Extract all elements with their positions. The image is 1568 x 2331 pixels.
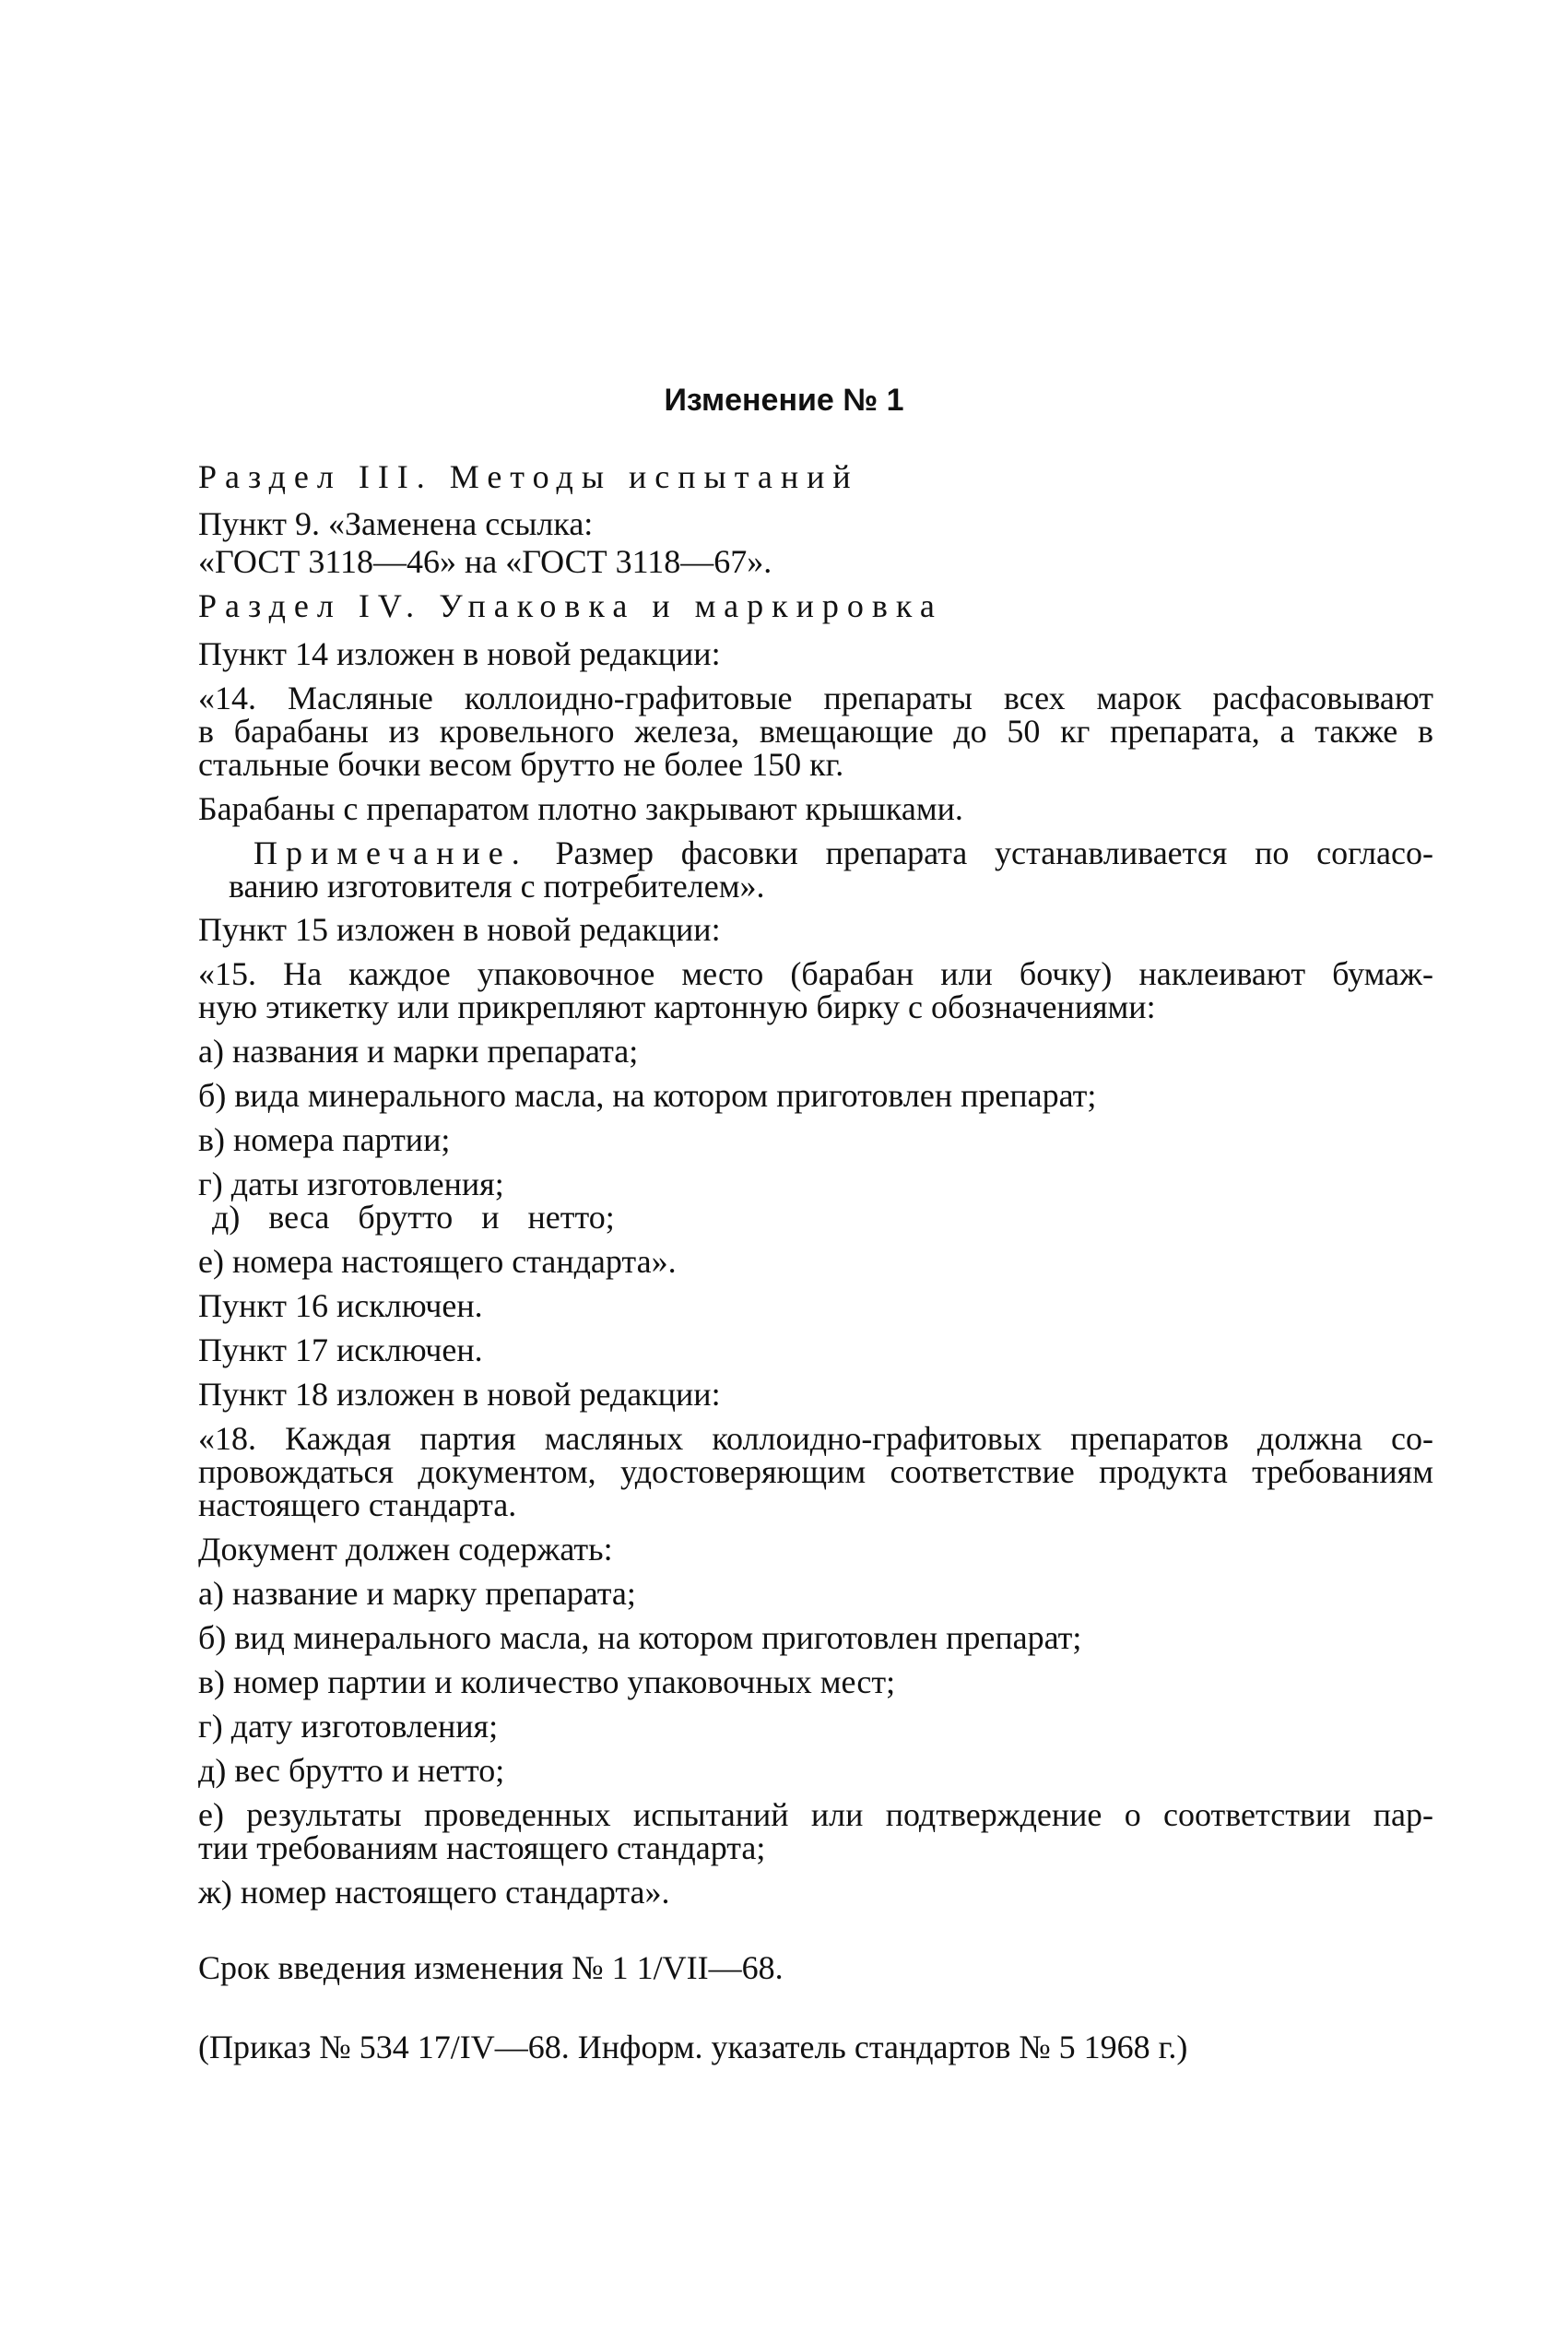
order-reference: (Приказ № 534 17/IV—68. Информ. указатель стандартов № 5 1968 г.) (198, 2029, 1188, 2065)
item-15-list-b: б) вида минерального масла, на котором приготовлен препарат; (198, 1077, 1097, 1114)
item-15-intro: Пункт 15 изложен в новой редакции: (198, 911, 721, 948)
section-4-label: Раздел IV. (198, 587, 423, 624)
item-18-list-zh: ж) номер настоящего стандарта». (198, 1874, 670, 1911)
note-text: Размер фасовки препарата устанавливается по согласо- (555, 834, 1433, 871)
section-4-heading (198, 586, 1433, 625)
item-18-list-a: а) название и марку препарата; (198, 1575, 636, 1612)
page-title: Изменение № 1 (664, 383, 904, 418)
item-18-list-b: б) вид минерального масла, на котором приготовлен препарат; (198, 1619, 1082, 1656)
item-15-list-g: г) даты изготовления; (198, 1166, 504, 1202)
item-15-list-e: е) номера настоящего стандарта». (198, 1243, 677, 1280)
item-14-text-line-1: «14. Масляные коллоидно-графитовые препараты всех марок расфасовывают (198, 680, 1433, 716)
item-17: Пункт 17 исключен. (198, 1331, 483, 1368)
section-3-title: Методы испытаний (449, 458, 859, 495)
section-4-title: Упаковка и маркировка (439, 587, 943, 624)
item-18-doc-intro: Документ должен содержать: (198, 1531, 613, 1568)
item-14-closing: Барабаны с препаратом плотно закрывают крышками. (198, 790, 963, 827)
item-15-text-line-2: ную этикетку или прикрепляют картонную бирку с обозначениями: (198, 988, 1156, 1025)
item-18-list-d: д) вес брутто и нетто; (198, 1752, 505, 1789)
effective-date: Срок введения изменения № 1 1/VII—68. (198, 1949, 784, 1986)
item-18-list-v: в) номер партии и количество упаковочных мест; (198, 1663, 896, 1700)
item-16: Пункт 16 исключен. (198, 1287, 483, 1324)
item-18-text-line-2: провождаться документом, удостоверяющим соответствие продукта требованиям (198, 1453, 1433, 1490)
item-18-intro: Пункт 18 изложен в новой редакции: (198, 1376, 721, 1413)
section-3-label: Раздел III. (198, 458, 433, 495)
item-14-text-line-2: в барабаны из кровельного железа, вмещающие до 50 кг препарата, а также в (198, 713, 1433, 750)
item-14-note-line-2: ванию изготовителя с потребителем». (229, 868, 765, 905)
item-14-intro: Пункт 14 изложен в новой редакции: (198, 635, 721, 672)
item-15-list-v: в) номера партии; (198, 1121, 451, 1158)
item-18-list-e-line-2: тии требованиям настоящего стандарта; (198, 1829, 766, 1866)
item-18-list-g: г) дату изготовления; (198, 1708, 499, 1745)
section-3-heading (198, 457, 1433, 496)
item-9-line-1: Пункт 9. «Заменена ссылка: (198, 505, 594, 542)
item-18-list-e-line-1: е) результаты проведенных испытаний или подтверждение о соответствии пар- (198, 1796, 1433, 1833)
item-18-text-line-1: «18. Каждая партия масляных коллоидно-графитовых препаратов должна со- (198, 1420, 1433, 1457)
item-15-list-d: д) веса брутто и нетто; (212, 1199, 615, 1236)
item-14-text-line-3: стальные бочки весом брутто не более 150 кг. (198, 746, 844, 783)
item-9-line-2: «ГОСТ 3118—46» на «ГОСТ 3118—67». (198, 543, 772, 580)
item-15-list-a: а) названия и марки препарата; (198, 1033, 639, 1070)
note-label: Примечание. (253, 834, 528, 871)
item-15-text-line-1: «15. На каждое упаковочное место (барабан или бочку) наклеивают бумаж- (198, 955, 1433, 992)
item-18-text-line-3: настоящего стандарта. (198, 1486, 517, 1523)
